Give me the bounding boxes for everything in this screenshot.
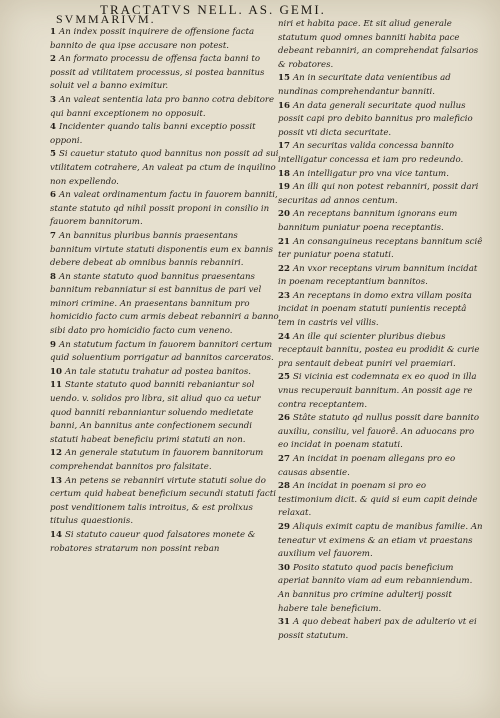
entry-number: 8 [50,271,56,282]
entry-number: 14 [50,529,62,540]
entry-text: An stante statuto quod bannitus praesentans bannitum rebanniatur si est bannitus de pari vel minori crimine. An praesentans bannitum pro homicidio facto cum armis debeat rebanniri a banno sibi dato pro homicidio facto cum veneno. [50,271,279,337]
entry-text: An valeat sententia lata pro banno cotra debitore qui banni exceptionem no opposuit. [50,94,275,119]
summary-entry [278,100,483,141]
summary-entry [278,168,483,182]
summary-entry [278,181,483,208]
summary-entry [278,236,483,263]
entry-text: An intelligatur pro vna vice tantum. [292,168,449,179]
entry-number: 29 [278,521,290,532]
entry-number: 4 [50,122,56,133]
entry-text: Incidenter quando talis banni exceptio possit opponi. [50,122,256,146]
summary-entry [50,230,280,271]
entry-number: 11 [50,380,62,391]
entry-text: An statutum factum in fauorem bannitori certum quid soluentium porrigatur ad bannitos carceratos. [50,339,274,364]
entry-number: 9 [50,339,56,350]
entry-number: 19 [278,182,290,193]
entry-number: 22 [278,263,290,274]
entry-text: An bannitus pluribus bannis praesentans bannitum virtute statuti disponentis eum ex bannis debere debeat ab omnibus bannis rebanniri. [50,230,274,269]
entry-text: A quo debeat haberi pax de adulterio vt ei possit statutum. [278,617,477,641]
entry-text: An incidat in poenam allegans pro eo causas absentie. [278,454,456,478]
entry-text: An vxor receptans virum bannitum incidat in poenam receptantium bannitos. [278,263,478,288]
summary-entry [50,447,280,474]
entry-text: niri et habita pace. Et sit aliud generale statutum quod omnes banniti habita pace debeant rebanniri, an comprehendat falsarios & robatores. [278,19,479,70]
summary-entry [278,453,483,480]
running-title: TRACTATVS NELL. AS. GEMI. [100,2,326,17]
entry-text: An valeat ordinamentum factu in fauorem banniti, stante statuto qd nihil possit proponi in consilio in fauorem bannitorum. [50,190,278,228]
entry-text: An in securitate data venientibus ad nundinas comprehendantur banniti. [278,73,451,97]
entry-number: 5 [50,149,56,160]
right-column [278,18,483,643]
entry-text: Aliquis eximit captu de manibus familie. An teneatur vt eximens & an etiam vt praestans auxilium vel fauorem. [278,521,483,560]
summary-entry [278,412,483,453]
summary-entry [50,475,280,529]
entry-number: 26 [278,413,290,424]
entry-text: An formato processu de offensa facta banni to possit ad vtilitatem processus, si postea bannitus soluit vel a banno eximitur. [50,54,265,92]
summary-entry [278,72,483,99]
entry-text: Si cauetur statuto quod bannitus non possit ad sui vtilitatem cotrahere, An valeat pa ctum de inquilino non expellendo. [50,149,279,187]
summary-entry [278,616,483,643]
entry-text: An receptans bannitum ignorans eum bannitum puniatur poena receptantis. [278,209,458,233]
entry-number: 12 [50,448,62,459]
entry-number: 16 [278,100,290,111]
entry-number: 30 [278,562,290,573]
entry-text: An ille qui scienter pluribus diebus receptauit bannitu, postea eu prodidit & curie pra sentauit debeat puniri vel praemiari. [278,331,480,369]
entry-number: 20 [278,209,290,220]
summary-entry [278,263,483,290]
summary-entry [278,140,483,167]
entry-number: 24 [278,331,290,342]
entry-number: 23 [278,290,290,301]
entry-number: 3 [50,94,56,105]
entry-text: Posito statuto quod pacis beneficium aperiat bannito viam ad eum rebanniendum. An bannitus pro crimine adulterij possit habere tale beneficium. [278,562,473,614]
entry-number: 15 [278,73,290,84]
entry-number: 31 [278,617,290,628]
summary-entry [50,189,280,230]
summary-entry [50,529,280,556]
summary-entry [50,339,280,366]
entry-text: An receptans in domo extra villam posita incidat in poenam statuti punientis receptâ tem in castris vel villis. [278,290,472,329]
entry-text: An data generali securitate quod nullus possit capi pro debito bannitus pro maleficio possit vti dicta securitate. [278,100,473,138]
entry-text: An generale statutum in fauorem bannitorum comprehendat bannitos pro falsitate. [50,448,264,472]
entry-text: An securitas valida concessa bannito intelligatur concessa et iam pro redeundo. [278,141,464,165]
entry-text: An illi qui non potest rebanniri, possit dari securitas ad annos centum. [278,182,479,206]
entry-number: 2 [50,54,56,65]
entry-number: 7 [50,230,56,241]
summary-entry [50,26,280,53]
summary-entry [278,521,483,562]
summary-entry [50,271,280,339]
summary-entry [278,18,483,72]
entry-text: Si statuto caueur quod falsatores monete & robatores stratarum non possint reban [50,529,256,554]
summary-entry [50,121,280,148]
summary-entry [50,148,280,189]
entry-number: 28 [278,481,290,492]
entry-number: 10 [50,366,62,377]
entry-number: 17 [278,141,290,152]
entry-text: An tale statutu trahatur ad postea banitos. [64,366,251,377]
entry-number: 25 [278,372,290,383]
entry-text: Si vicinia est codemnata ex eo quod in illa vnus recuperauit bannitum. An possit age re contra receptantem. [278,372,477,410]
entry-text: An petens se rebanniri virtute statuti solue do certum quid habeat beneficium secundi statuti facti post venditionem talis introitus, & est prolixus titulus quaestionis. [50,475,276,527]
entry-text: Stante statuto quod banniti rebaniantur sol uendo. v. solidos pro libra, sit aliud quo ca uetur quod banniti rebanniantur soluendo medietate banni, An bannitus ante confectionem secundi statuti habeat beneficiu primi statuti an non. [50,380,261,445]
entry-number: 1 [50,27,56,37]
section-title: SVMMARIVM. [56,12,156,26]
entry-text: An index possit inquirere de offensione facta bannito de qua ipse accusare non potest. [50,27,255,51]
left-column [50,26,280,556]
summary-entry [278,208,483,235]
entry-text: Stâte statuto qd nullus possit dare bannito auxiliu, consiliu, vel fauorê. An aduocans pro eo incidat in poenam statuti. [278,413,480,451]
entry-number: 27 [278,454,290,464]
summary-entry [50,379,280,447]
summary-entry [278,290,483,331]
summary-entry [278,371,483,412]
summary-entry [50,53,280,94]
summary-entry [278,480,483,521]
entry-number: 13 [50,475,62,486]
entry-text: An incidat in poenam si pro eo testimonium dicit. & quid si eum capit deinde relaxat. [278,481,478,519]
summary-entry [50,94,280,121]
entry-number: 21 [278,236,290,247]
entry-number: 18 [278,168,290,179]
entry-number: 6 [50,190,56,201]
summary-entry [278,331,483,372]
entry-text: An consanguineus receptans bannitum sciê ter puniatur poena statuti. [278,236,483,261]
summary-entry [50,366,280,380]
summary-entry [278,562,483,616]
